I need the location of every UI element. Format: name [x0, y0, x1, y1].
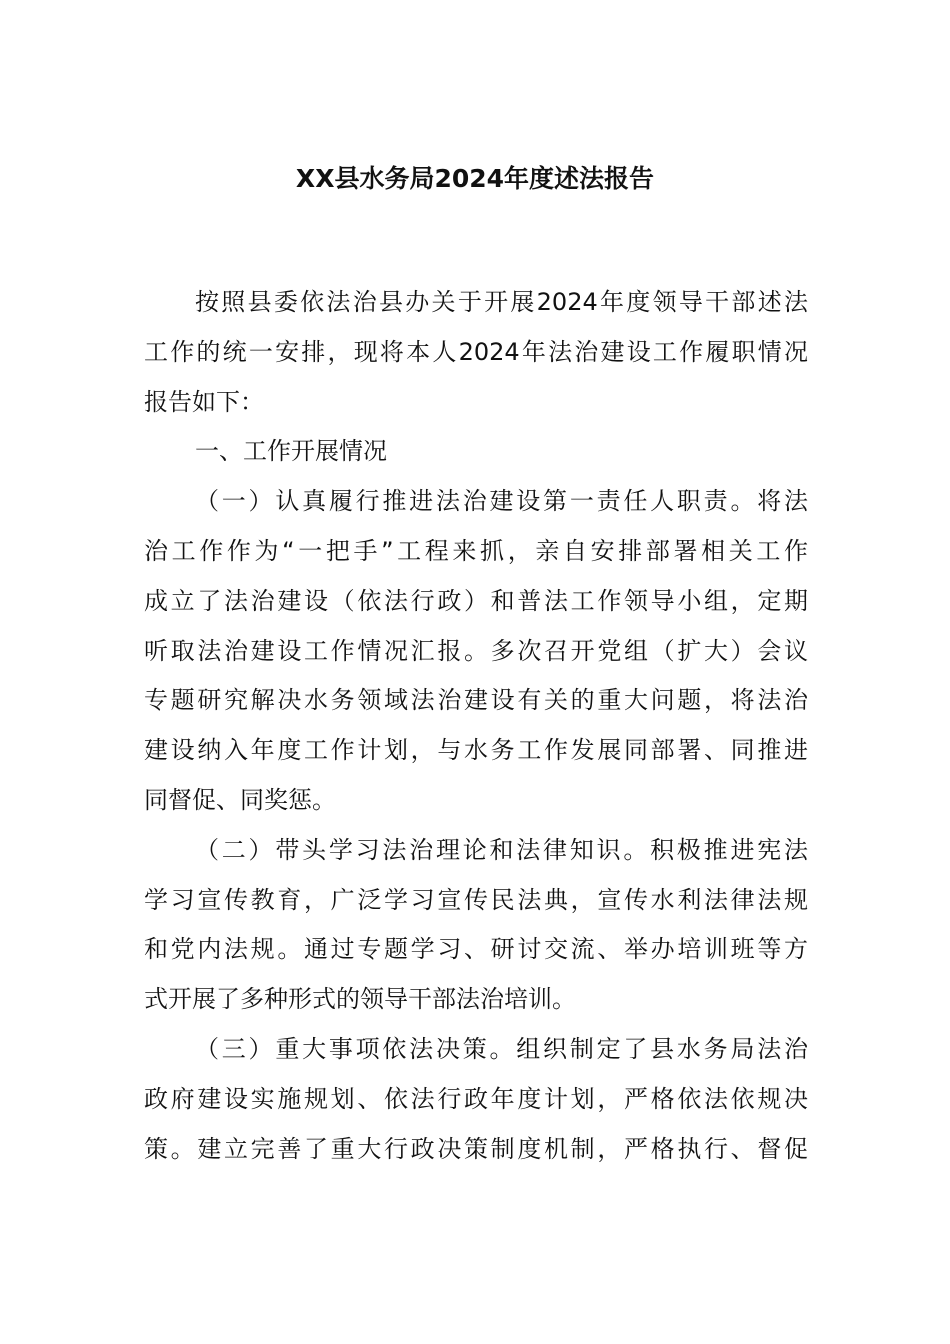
text-line: （三）重大事项依法决策。组织制定了县水务局法治 [195, 1034, 808, 1063]
text-line: 同督促、同奖惩。 [144, 785, 336, 814]
text-line: 学习宣传教育，广泛学习宣传民法典，宣传水利法律法规 [144, 885, 808, 914]
text-line: 报告如下： [144, 387, 264, 416]
text-line: 按照县委依法治县办关于开展2024年度领导干部述法 [195, 288, 808, 316]
text-line: 一、工作开展情况 [195, 437, 387, 466]
text-line: 治工作作为“一把手”工程来抓，亲自安排部署相关工作 [144, 536, 808, 565]
document-body [144, 278, 808, 1174]
text-line: 成立了法治建设（依法行政）和普法工作领导小组，定期 [144, 586, 808, 615]
text-line: 听取法治建设工作情况汇报。多次召开党组（扩大）会议 [144, 636, 808, 665]
text-line: 政府建设实施规划、依法行政年度计划，严格依法依规决 [144, 1084, 808, 1113]
document-title: XX县水务局2024年度述法报告 [295, 164, 655, 193]
text-line: 建设纳入年度工作计划，与水务工作发展同部署、同推进 [144, 736, 808, 765]
text-line: 和党内法规。通过专题学习、研讨交流、举办培训班等方 [144, 935, 808, 964]
text-line: （一）认真履行推进法治建设第一责任人职责。将法 [195, 487, 808, 516]
text-line: 策。建立完善了重大行政决策制度机制，严格执行、督促 [144, 1134, 808, 1163]
text-line: （二）带头学习法治理论和法律知识。积极推进宪法 [195, 835, 808, 864]
text-line: 式开展了多种形式的领导干部法治培训。 [144, 985, 576, 1014]
text-line: 专题研究解决水务领域法治建设有关的重大问题，将法治 [144, 686, 808, 715]
text-line: 工作的统一安排，现将本人2024年法治建设工作履职情况 [144, 337, 808, 366]
